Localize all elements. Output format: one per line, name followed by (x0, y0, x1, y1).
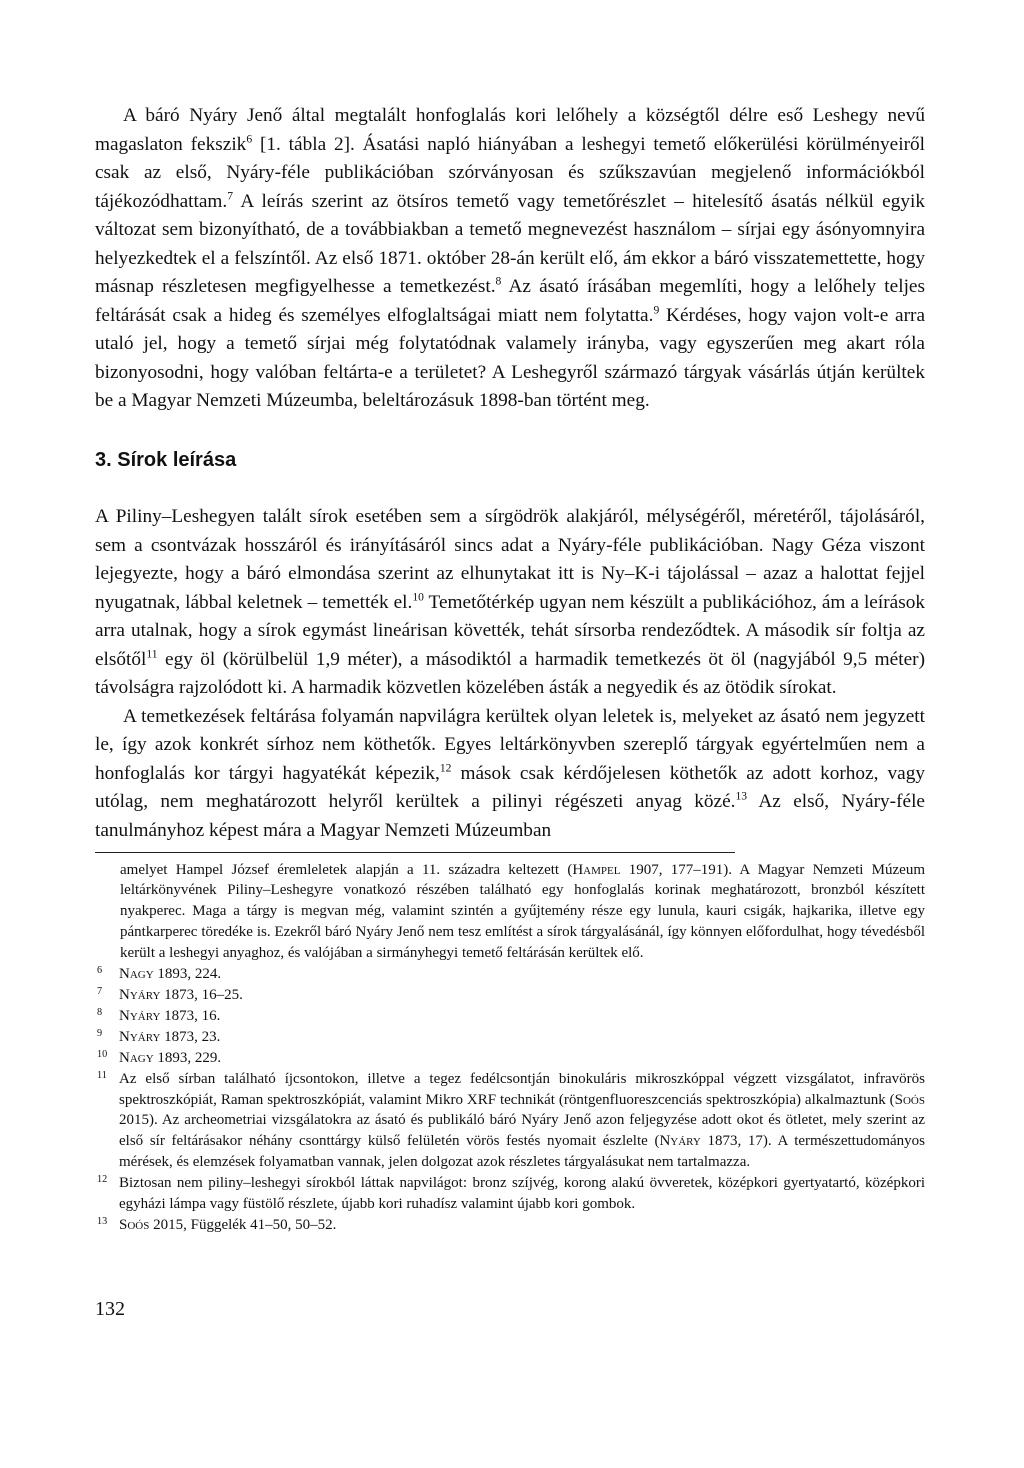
footnote-number: 7 (97, 986, 103, 998)
footnote-number: 13 (97, 1215, 108, 1227)
footnote-number: 8 (97, 1006, 103, 1018)
footnote-ref-8[interactable]: 8 (495, 274, 502, 288)
paragraph-1: A báró Nyáry Jenő által megtalált honfoglalás kori lelőhely a községtől délre eső Leshegy nevű magaslaton fekszik$^6$ [1. tábla 2]. Ásatási napló hiányában a leshegyi temető előkerülési körülményeiről csak az első, Nyáry-féle publikációban szórványosan és szűkszavúan megjelenő információkból tájékozódhattam.$^7$ A leírás szerint az ötsíros temető vagy temetőrészlet – hitelesítő ásatás nélkül egyik változat sem bizonyítható, de a továbbiakban a temető megnevezést használom – sírjai egy ásónyomnyira helyezkedtek el a felszíntől. Az első 1871. október 28-án került elő, ám ekkor a báró visszatemettette, hogy másnap részletesen megfigyelhesse a temetkezést.$^8$ Az ásató írásában megemlíti, hogy a lelőhely teljes feltárását csak a hideg és személyes elfoglaltságai miatt nem folytatta.$^9$ Kérdéses, hogy vajon volt-e arra utaló jel, hogy a temető sírjai még folytatódnak valamely irányba, vagy egyszerűen meg akart róla bizonyosodni, hogy valóban feltárta-e a területet? A Leshegyről származó tárgyak vásárlás útján kerültek be a Magyar Nemzeti Múzeumba, beleltározásuk 1898-ban történt meg. (95, 105, 926, 412)
page-number: 132 (95, 1298, 125, 1320)
footnote-ref-13[interactable]: 13 (735, 790, 748, 804)
page-content (95, 102, 925, 1236)
footnotes (95, 860, 925, 1236)
footnote-9: 9 Nyáry 1873, 23. (97, 1027, 221, 1045)
footnote-ref-10[interactable]: 10 (412, 590, 424, 604)
footnote-11: 11 Az első sírban található íjcsontokon, illetve a tegez fedélcsontján binokuláris mikroszkóppal végzett vizsgálatot, infravörös spektroszkópiát, Raman spektroszkópiát, valamint Mikro XRF technikát (röntgenfluoreszcenciás spektroszkópia) alkalmaztunk (Soós 2015). Az archeometriai vizsgálatokra az ásató és publikáló báró Nyáry Jenő azon feljegyzése adott okot és ötletet, mely szerint az első sír feltárásakor néhány csonttárgy külső felületén vörös festés nyomait észlelte (Nyáry 1873, 17). A természettudományos mérések, és elemzések folyamatban vannak, jelen dolgozat azok részletes tárgyalásukat nem tartalmazza. (97, 1069, 925, 1171)
footnote-6: 6 Nagy 1893, 224. (97, 965, 222, 983)
footnote-ref-12[interactable]: 12 (439, 761, 452, 775)
paragraph-3: A temetkezések feltárása folyamán napvilágra kerültek olyan leletek is, melyeket az ásató nem jegyzett le, így azok konkrét sírhoz nem köthetők. Egyes leltárkönyvben szereplő tárgyak egyértelműen nem a honfoglalás kor tárgyi hagyatékát képezik,$^{12}$ mások csak kérdőjelesen köthetők az adott korhoz, vagy utólag, nem meghatározott helyről kerültek a pilinyi régészeti anyag közé.$^{13}$ Az első, Nyáry-féle tanulmányhoz képest mára a Magyar Nemzeti Múzeumban (95, 705, 925, 842)
footnote-8: 8 Nyáry 1873, 16. (97, 1006, 221, 1024)
paragraph-2: A Piliny–Leshegyen talált sírok esetében sem a sírgödrök alakjáról, mélységéről, méretéről, tájolásáról, sem a csontvázak hosszáról és irányításáról sincs adat a Nyáry-féle publikációban. Nagy Géza viszont lejegyezte, hogy a báró elmondása szerint az elhunytakat itt is Ny–K-i tájolással – azaz a halottat fejjel nyugatnak, lábbal keletnek – temették el.$^{10}$ Temetőtérkép ugyan nem készült a publikációhoz, ám a leírások arra utalnak, hogy a sírok egymást lineárisan követték, tehát sírsorba rendeződtek. A második sír foltja az elsőtől$^{11}$ egy öl (körülbelül 1,9 méter), a másodiktól a harmadik temetkezés öt öl (nagyjából 9,5 méter) távolságra rajzolódott ki. A harmadik közvetlen közelében ásták a negyedik és az ötödik sírokat. (95, 506, 925, 699)
footnote-13: 13 Soós 2015, Függelék 41–50, 50–52. (97, 1215, 337, 1233)
footnote-12: 12 Biztosan nem piliny–leshegyi sírokból láttak napvilágot: bronz szíjvég, korong alakú övveretek, középkori gyertyatartó, középkori egyházi lámpa vagy füstölő részlete, újabb kori ruhadísz valamint újabb kori gombok. (97, 1174, 925, 1213)
footnote-ref-9[interactable]: 9 (653, 303, 660, 317)
footnote-continuation: amelyet Hampel József éremleletek alapján a 11. századra keltezett (Hampel 1907, 177–191). A Magyar Nemzeti Múzeum leltárkönyvének Piliny–Leshegyre vonatkozó részében található egy honfoglalás korinak meghatározott, bronzból készített nyakperec. Maga a tárgy is megvan még, valamint szintén a gyűjtemény része egy lunula, kauri csigák, hajkarika, illetve egy pántkarperec töredéke is. Ezekről báró Nyáry Jenő nem tesz említést a sírok tárgyalásánál, így könnyen előfordulhat, hogy tévedésből került a leshegyi anyaghoz, és valójában a sirmányhegyi temető feltárásán kerültek elő. (120, 861, 925, 962)
footnote-number: 10 (97, 1048, 108, 1060)
footnote-ref-6[interactable]: 6 (246, 132, 253, 146)
footnote-10: 10 Nagy 1893, 229. (97, 1048, 222, 1066)
section-heading: 3. Sírok leírása (95, 449, 237, 472)
footnote-number: 9 (97, 1027, 103, 1039)
footnote-ref-7[interactable]: 7 (227, 189, 234, 203)
footnote-number: 12 (97, 1174, 108, 1186)
footnote-7: 7 Nyáry 1873, 16–25. (97, 986, 243, 1004)
footnote-ref-11[interactable]: 11 (146, 647, 158, 661)
footnote-number: 6 (97, 965, 103, 977)
footnote-number: 11 (97, 1069, 107, 1081)
footnote-separator (95, 852, 735, 853)
body-text (95, 102, 925, 846)
